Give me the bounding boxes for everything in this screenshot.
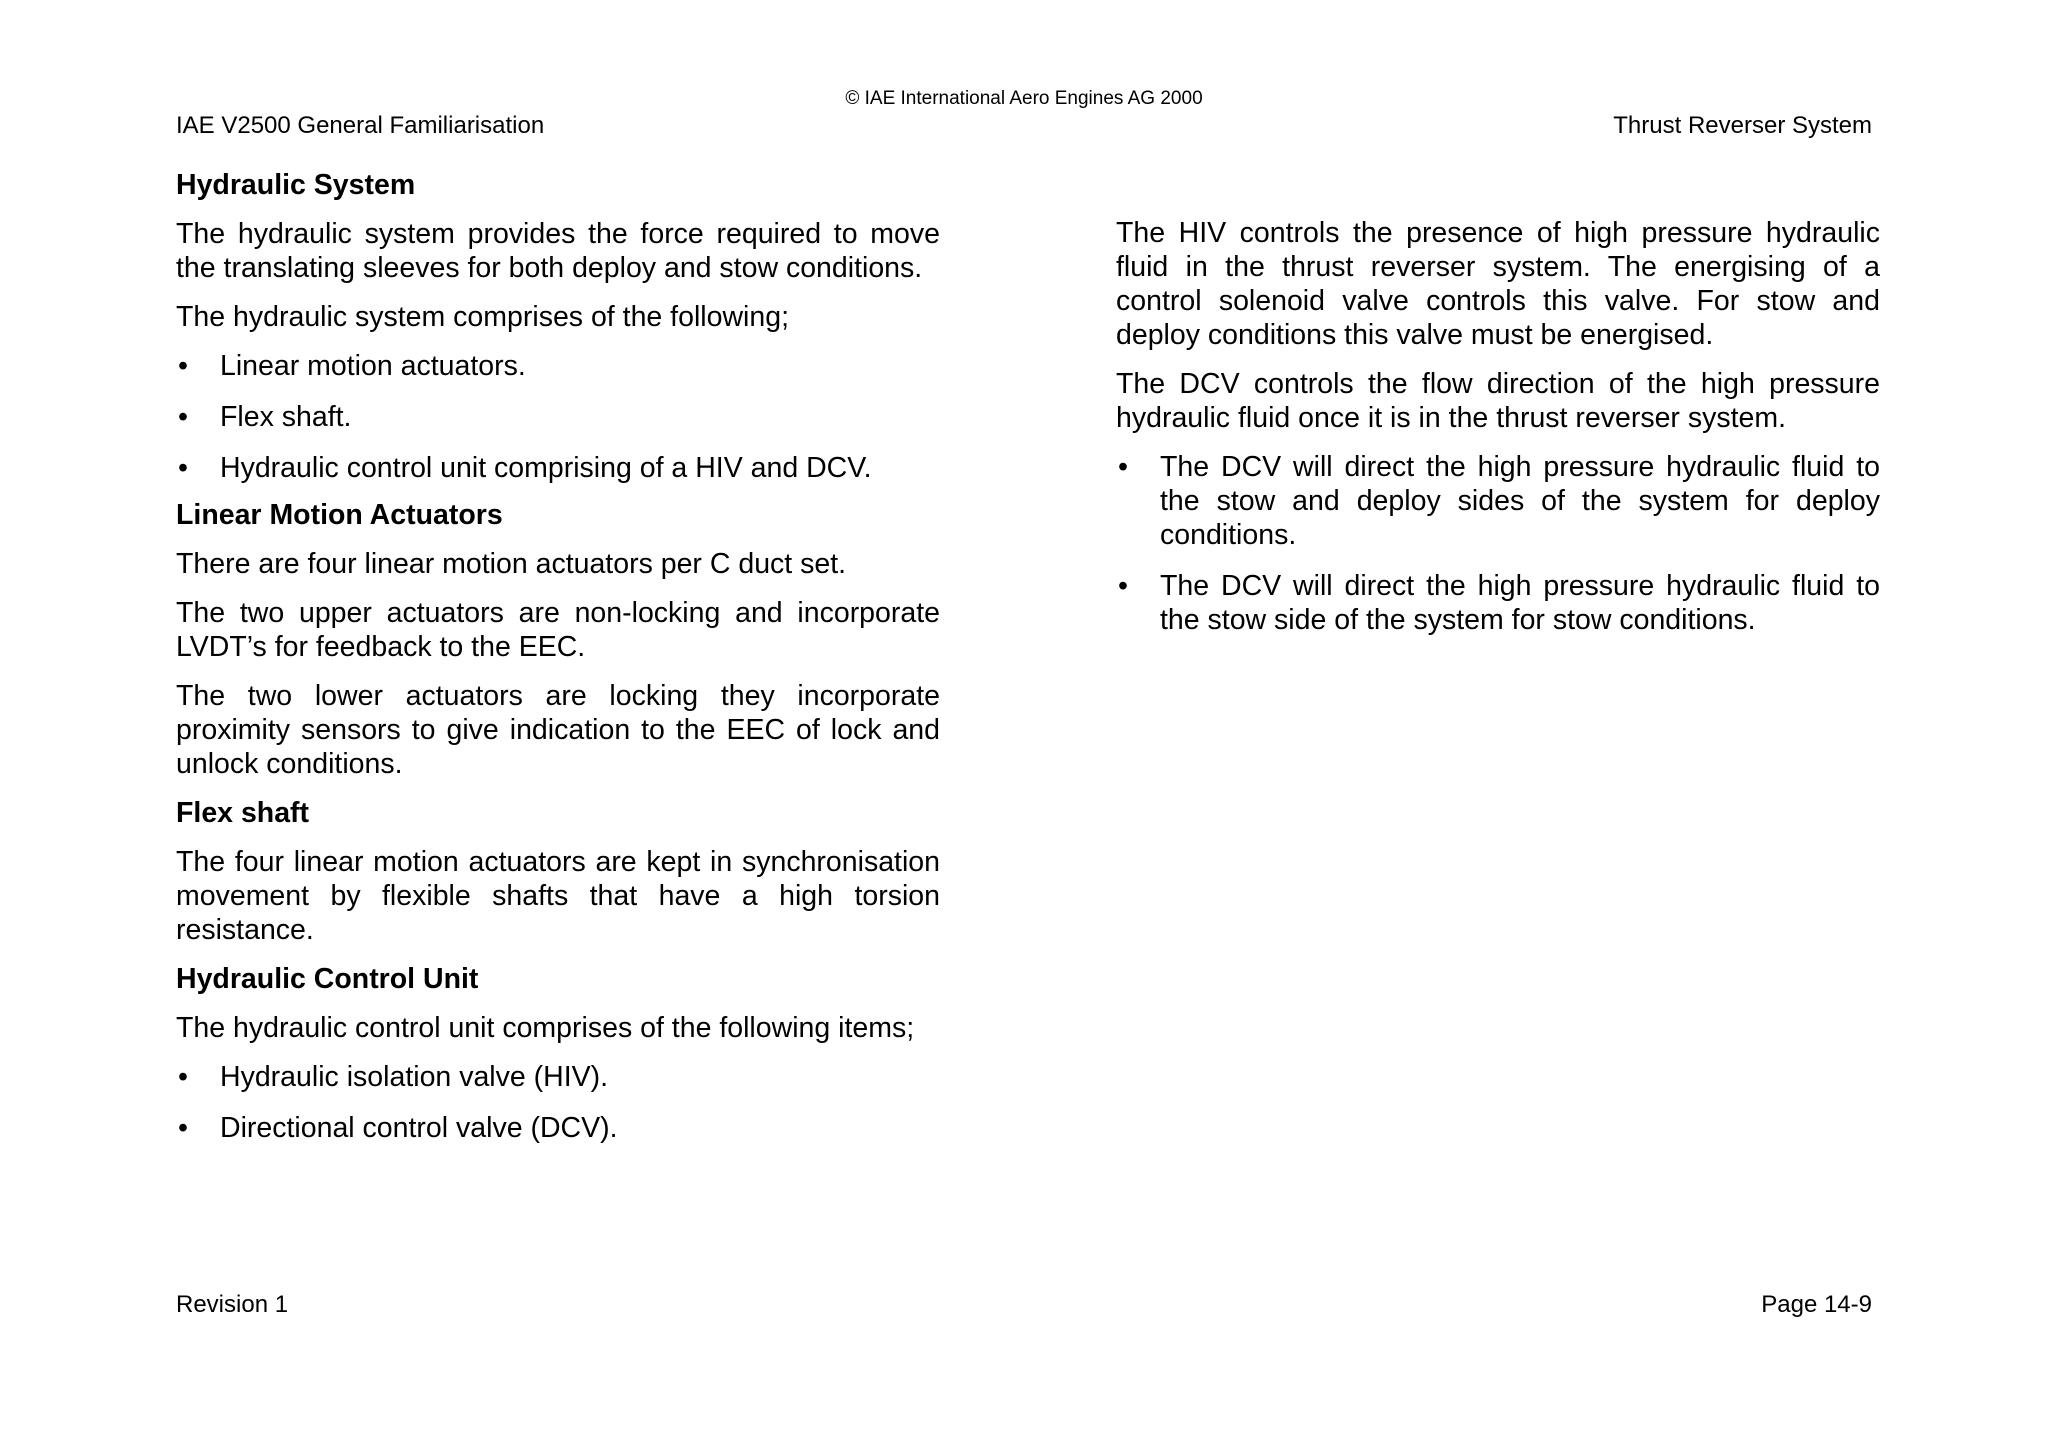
revision-label: Revision 1 — [176, 1291, 289, 1318]
copyright-notice: © IAE International Aero Engines AG 2000 — [845, 88, 1203, 109]
right-column — [1116, 216, 1880, 654]
list-item — [176, 349, 940, 383]
list-item-text: Directional control valve (DCV). — [220, 1112, 618, 1144]
paragraph: The four linear motion actuators are kept in synchronisation movement by flexible shafts that have a high torsion resistance. — [176, 846, 940, 946]
linear-motion-actuators-section — [176, 498, 940, 781]
flex-shaft-section — [176, 796, 940, 947]
section-heading: Hydraulic System — [176, 169, 416, 201]
left-column — [176, 168, 940, 1162]
list-item-text: Hydraulic isolation valve (HIV). — [220, 1061, 609, 1093]
hydraulic-system-section — [176, 168, 940, 485]
list-item-text: Linear motion actuators. — [220, 350, 526, 382]
paragraph: The two lower actuators are locking they incorporate proximity sensors to give indication to the EEC of lock and unlock conditions. — [176, 680, 940, 780]
bullet-icon: • — [1118, 570, 1128, 602]
section-heading: Flex shaft — [176, 797, 310, 829]
paragraph: The hydraulic system comprises of the following; — [176, 301, 790, 333]
section-heading: Hydraulic Control Unit — [176, 963, 479, 995]
list-item-text: Flex shaft. — [220, 401, 352, 433]
section-title: Thrust Reverser System — [1613, 112, 1872, 139]
list-item — [176, 1060, 940, 1094]
hydraulic-control-unit-section — [176, 962, 940, 1145]
paragraph: The HIV controls the presence of high pressure hydraulic fluid in the thrust reverser system. The energising of a control solenoid valve controls this valve. For stow and deploy conditions this valve must be energised. — [1116, 217, 1880, 351]
bullet-icon: • — [178, 350, 188, 382]
bullet-icon: • — [178, 1061, 188, 1093]
list-item-text: The DCV will direct the high pressure hydraulic fluid to the stow and deploy sides of the system for deploy conditions. — [1160, 451, 1880, 551]
list-item — [176, 451, 940, 485]
list-item — [1116, 569, 1880, 637]
document-title: IAE V2500 General Familiarisation — [176, 112, 545, 139]
paragraph: The hydraulic control unit comprises of the following items; — [176, 1012, 915, 1044]
bullet-icon: • — [178, 401, 188, 433]
list-item-text: The DCV will direct the high pressure hydraulic fluid to the stow side of the system for stow conditions. — [1160, 570, 1880, 636]
bullet-icon: • — [178, 452, 188, 484]
list-item — [176, 400, 940, 434]
paragraph: The DCV controls the flow direction of the high pressure hydraulic fluid once it is in the thrust reverser system. — [1116, 368, 1880, 434]
paragraph: There are four linear motion actuators per C duct set. — [176, 548, 847, 580]
section-heading: Linear Motion Actuators — [176, 499, 503, 531]
list-item — [176, 1111, 940, 1145]
page-number: Page 14-9 — [1761, 1291, 1872, 1318]
list-item — [1116, 450, 1880, 552]
bullet-list — [1116, 450, 1880, 637]
bullet-icon: • — [1118, 451, 1128, 483]
bullet-list — [176, 1060, 940, 1145]
paragraph: The two upper actuators are non-locking and incorporate LVDT’s for feedback to the EEC. — [176, 597, 940, 663]
bullet-list — [176, 349, 940, 485]
bullet-icon: • — [178, 1112, 188, 1144]
paragraph: The hydraulic system provides the force required to move the translating sleeves for both deploy and stow conditions. — [176, 218, 940, 284]
list-item-text: Hydraulic control unit comprising of a HIV and DCV. — [220, 452, 872, 484]
